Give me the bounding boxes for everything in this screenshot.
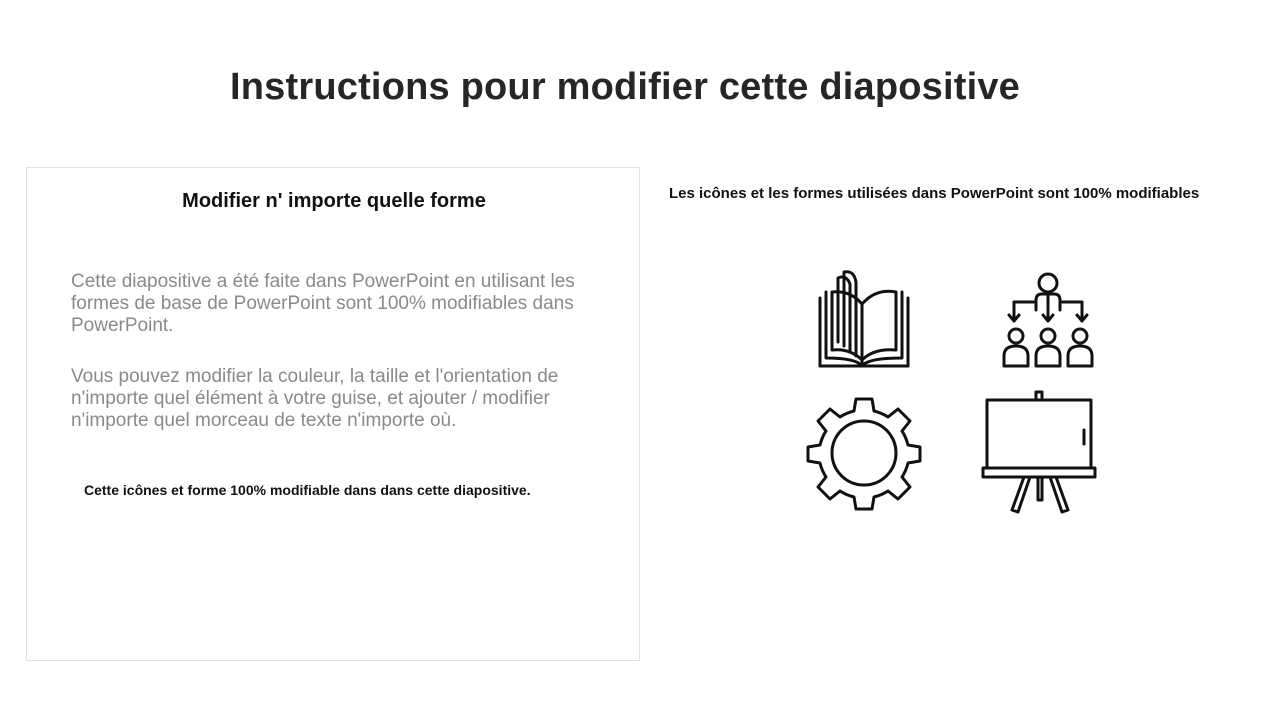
instructions-paragraph-2: Vous pouvez modifier la couleur, la taille et l'orientation de n'importe quel élément à votre guise, et ajouter / modifier n'importe quel morceau de texte n'importe où.: [71, 366, 559, 431]
panel-heading: Modifier n' importe quelle forme: [182, 190, 486, 212]
presentation-board-icon: [978, 390, 1102, 516]
gear-icon: [806, 395, 922, 511]
org-chart-icon: [998, 270, 1098, 370]
instructions-panel: [26, 167, 640, 661]
panel-note: Cette icônes et forme 100% modifiable dans dans cette diapositive.: [84, 482, 531, 498]
icons-caption: Les icônes et les formes utilisées dans PowerPoint sont 100% modifiables: [669, 185, 1200, 202]
open-book-icon: [812, 268, 912, 372]
instructions-paragraph-1: Cette diapositive a été faite dans PowerPoint en utilisant les formes de base de PowerPoint sont 100% modifiables dans PowerPoint.: [71, 271, 575, 336]
slide-title: Instructions pour modifier cette diapositive: [229, 66, 1021, 108]
